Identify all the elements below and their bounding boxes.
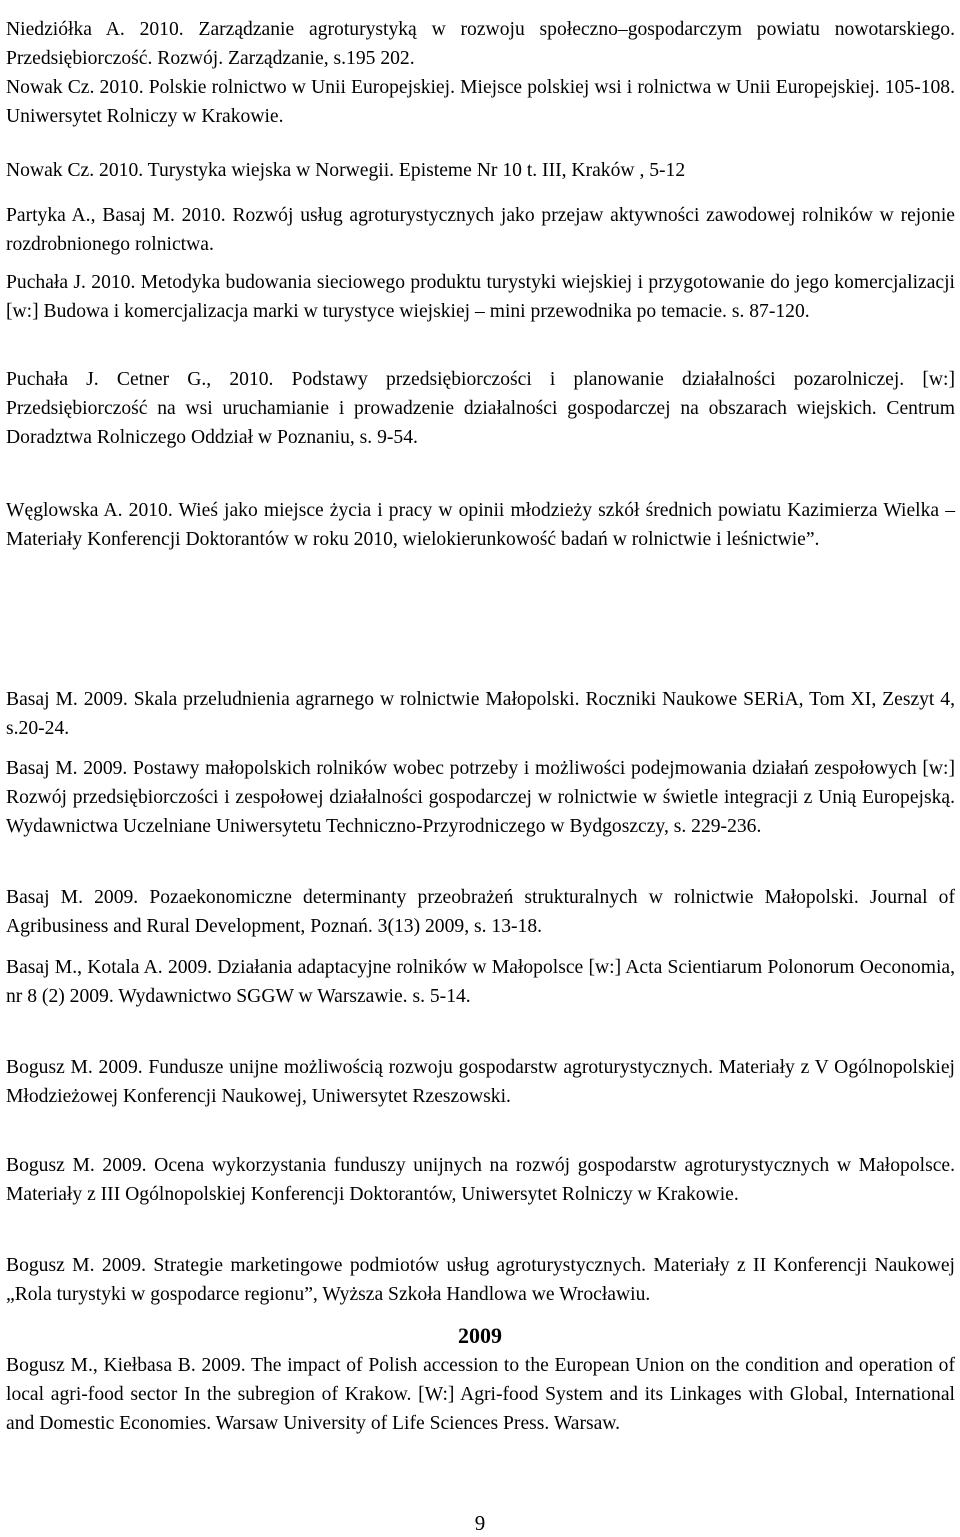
reference-entry: Węglowska A. 2010. Wieś jako miejsce życia i pracy w opinii młodzieży szkół średnich powiatu Kazimierza Wielka – Materiały Konferencji Doktorantów w roku 2010, wielokierunkowość badań w rolnictwie i leśnictwie”. [6, 499, 955, 550]
reference-entry: Basaj M. 2009. Pozaekonomiczne determinanty przeobrażeń strukturalnych w rolnictwie Małopolski. Journal of Agribusiness and Rural Development, Poznań. 3(13) 2009, s. 13-18. [6, 886, 955, 937]
reference-entry: Nowak Cz. 2010. Turystyka wiejska w Norwegii. Episteme Nr 10 t. III, Kraków , 5-12 [6, 159, 686, 181]
reference-entry: Puchała J. Cetner G., 2010. Podstawy przedsiębiorczości i planowanie działalności pozarolniczej. [w:] Przedsiębiorczość na wsi uruchamianie i prowadzenie działalności gospodarczej na obszarach wiejskich. Centrum Doradztwa Rolniczego Oddział w Poznaniu, s. 9-54. [6, 368, 955, 448]
year-heading-2009: 2009 [458, 1323, 502, 1348]
page-number: 9 [474, 1511, 486, 1535]
reference-entry: Basaj M. 2009. Postawy małopolskich rolników wobec potrzeby i możliwości podejmowania działań zespołowych [w:] Rozwój przedsiębiorczości i zespołowej działalności gospodarczej w rolnictwie w świetle integracji z Unią Europejską. Wydawnictwa Uczelniane Uniwersytetu Techniczno-Przyrodniczego w Bydgoszczy, s. 229-236. [6, 757, 955, 837]
reference-entry: Puchała J. 2010. Metodyka budowania sieciowego produktu turystyki wiejskiej i przygotowanie do jego komercjalizacji [w:] Budowa i komercjalizacja marki w turystyce wiejskiej – mini przewodnika po temacie. s. 87-120. [6, 271, 955, 322]
reference-entry: Basaj M., Kotala A. 2009. Działania adaptacyjne rolników w Małopolsce [w:] Acta Scientiarum Polonorum Oeconomia, nr 8 (2) 2009. Wydawnictwo SGGW w Warszawie. s. 5-14. [6, 956, 955, 1007]
reference-entry: Bogusz M. 2009. Strategie marketingowe podmiotów usług agroturystycznych. Materiały z II Konferencji Naukowej „Rola turystyki w gospodarce regionu”, Wyższa Szkoła Handlowa we Wrocławiu. [6, 1254, 955, 1305]
reference-entry: Niedziółka A. 2010. Zarządzanie agroturystyką w rozwoju społeczno–gospodarczym powiatu nowotarskiego. Przedsiębiorczość. Rozwój. Zarządzanie, s.195 202. [6, 18, 955, 69]
reference-entry: Bogusz M., Kiełbasa B. 2009. The impact of Polish accession to the European Union on the condition and operation of local agri-food sector In the subregion of Krakow. [W:] Agri-food System and its Linkages with Global, International and Domestic Economies. Warsaw University of Life Sciences Press. Warsaw. [6, 1354, 955, 1434]
reference-entry: Basaj M. 2009. Skala przeludnienia agrarnego w rolnictwie Małopolski. Roczniki Naukowe SERiA, Tom XI, Zeszyt 4, s.20-24. [6, 688, 955, 739]
reference-entry: Bogusz M. 2009. Ocena wykorzystania funduszy unijnych na rozwój gospodarstw agroturystycznych w Małopolsce. Materiały z III Ogólnopolskiej Konferencji Doktorantów, Uniwersytet Rolniczy w Krakowie. [6, 1154, 955, 1205]
reference-entry: Nowak Cz. 2010. Polskie rolnictwo w Unii Europejskiej. Miejsce polskiej wsi i rolnictwa w Unii Europejskiej. 105-108. Uniwersytet Rolniczy w Krakowie. [6, 76, 955, 127]
reference-entry: Partyka A., Basaj M. 2010. Rozwój usług agroturystycznych jako przejaw aktywności zawodowej rolników w rejonie rozdrobnionego rolnictwa. [6, 204, 955, 255]
reference-entry: Bogusz M. 2009. Fundusze unijne możliwością rozwoju gospodarstw agroturystycznych. Materiały z V Ogólnopolskiej Młodzieżowej Konferencji Naukowej, Uniwersytet Rzeszowski. [6, 1056, 955, 1107]
